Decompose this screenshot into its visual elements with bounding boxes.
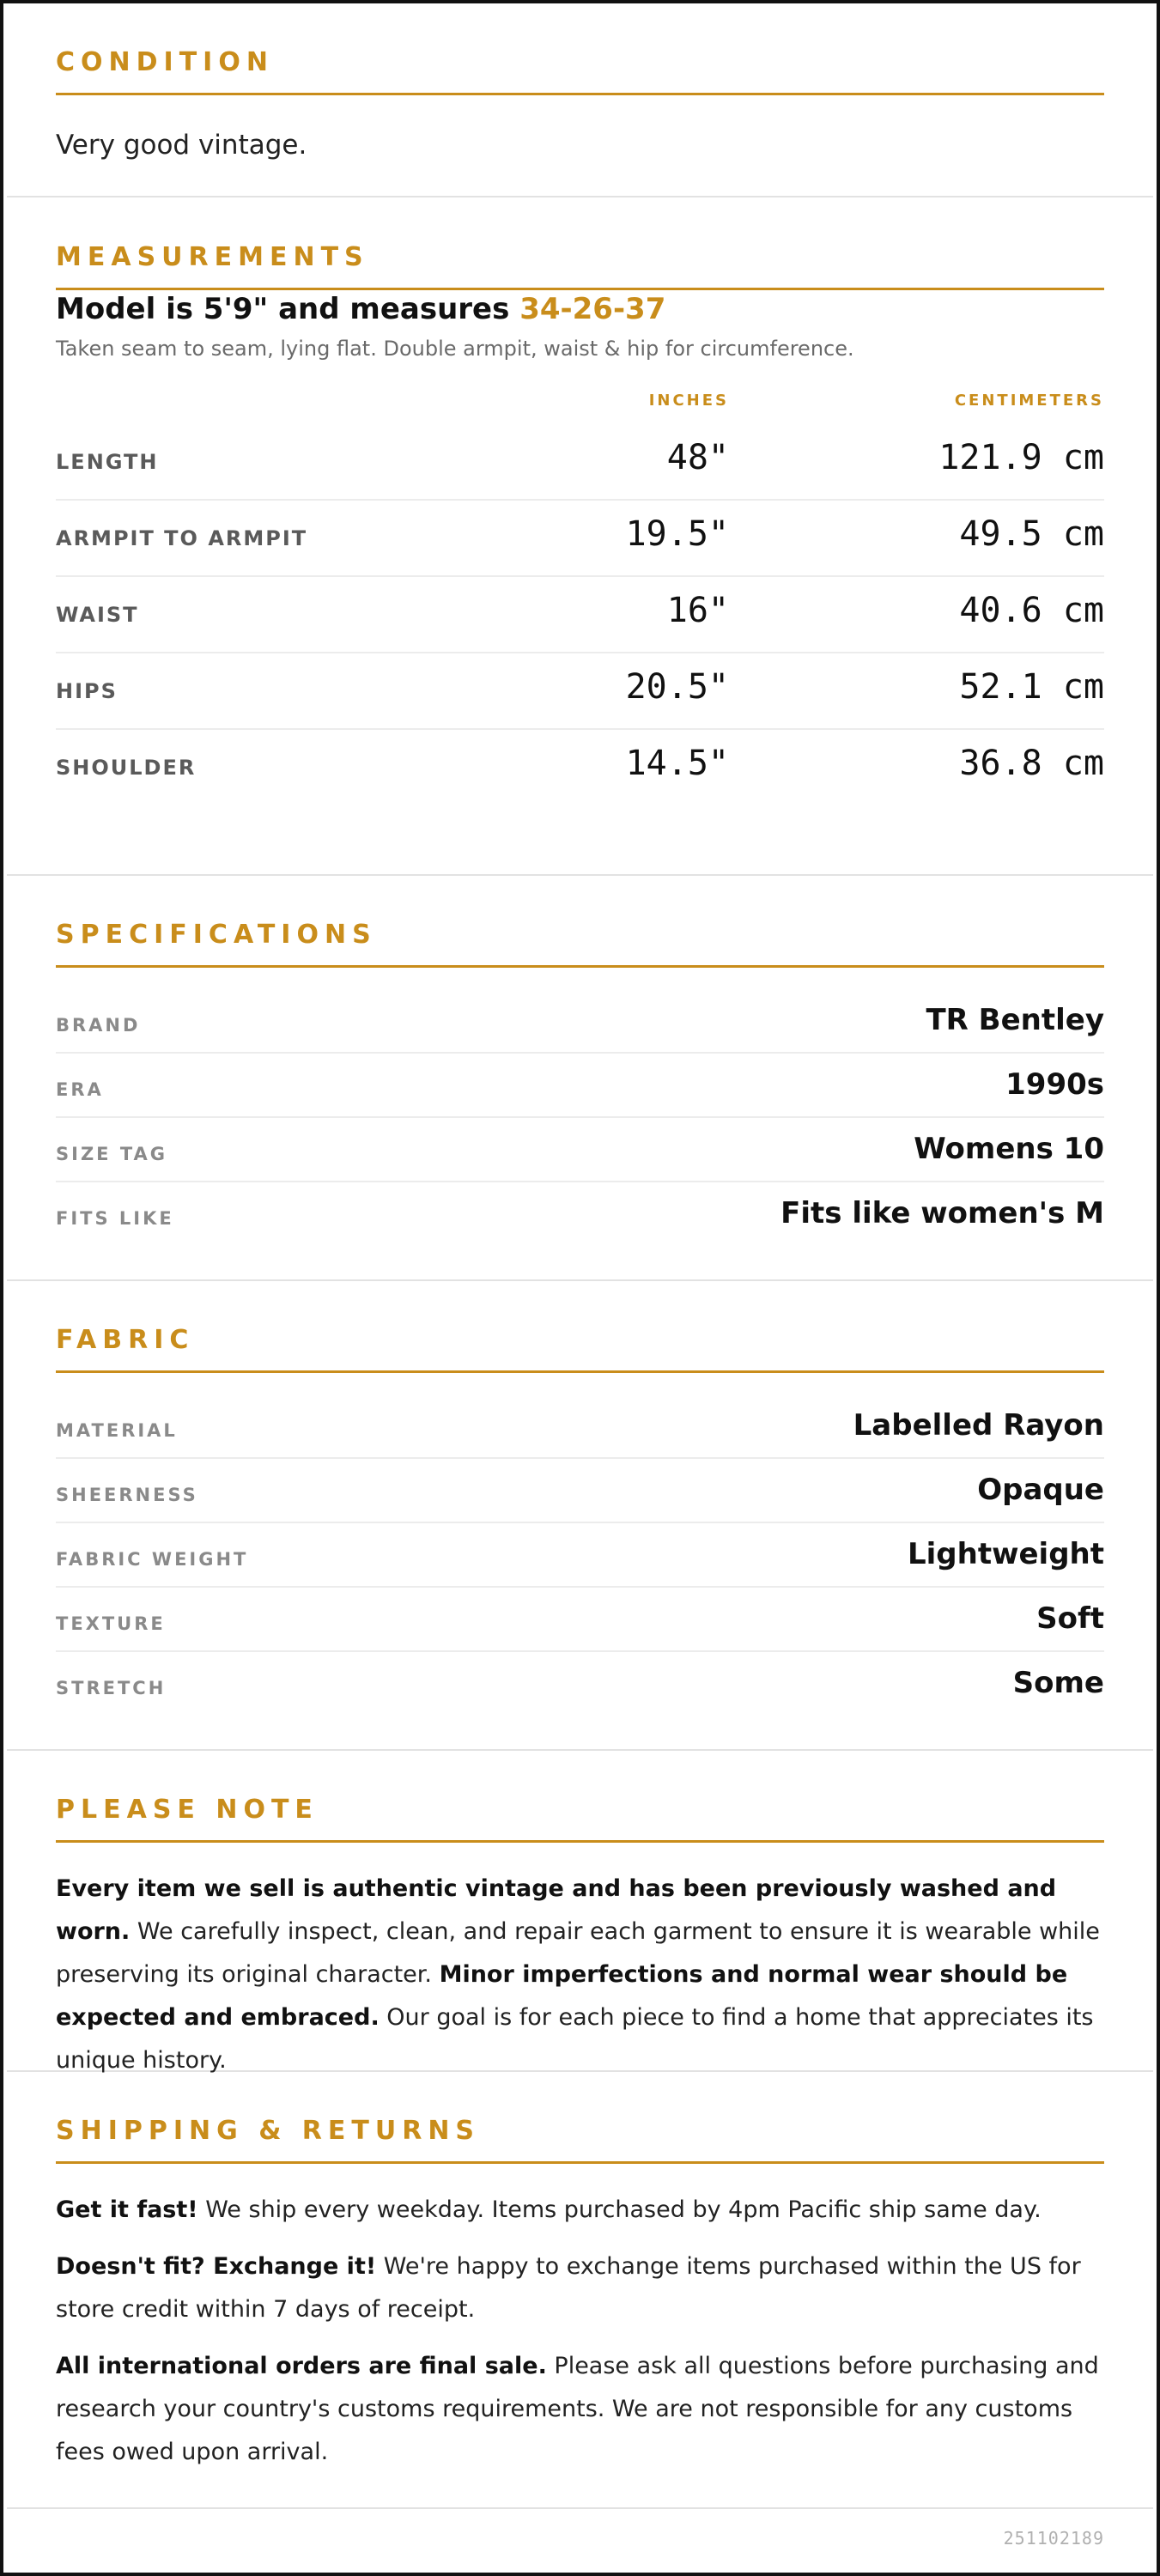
measurements-section bbox=[7, 197, 1153, 876]
please-note-text bbox=[56, 1868, 1104, 2082]
shipping-p2-bold: Doesn't fit? Exchange it! bbox=[56, 2253, 377, 2280]
please-note-bold-2: Minor imperfections and normal wear should be expected and embraced. bbox=[56, 1961, 1068, 2031]
model-measures-line bbox=[56, 290, 665, 328]
measurement-cm: 40.6 cm bbox=[959, 591, 1104, 630]
shipping-p1-bold: Get it fast! bbox=[56, 2196, 198, 2223]
measurement-label: SHOULDER bbox=[56, 756, 197, 780]
shipping-section bbox=[7, 2072, 1153, 2509]
measurement-row bbox=[56, 424, 1104, 501]
condition-text: Very good vintage. bbox=[56, 130, 307, 161]
fabric-value: Opaque bbox=[977, 1473, 1104, 1507]
measurement-row bbox=[56, 577, 1104, 653]
please-note-text-2: Our goal is for each piece to find a home that appreciates its unique history. bbox=[56, 2004, 1094, 2074]
fabric-label: FABRIC WEIGHT bbox=[56, 1549, 249, 1570]
fabric-value: Some bbox=[1012, 1666, 1104, 1700]
spec-label: SIZE TAG bbox=[56, 1144, 168, 1164]
shipping-paragraph-2 bbox=[56, 2245, 1104, 2331]
measurement-cm: 121.9 cm bbox=[938, 438, 1104, 477]
specifications-section bbox=[7, 876, 1153, 1281]
fabric-label: MATERIAL bbox=[56, 1420, 178, 1441]
spec-row bbox=[56, 989, 1104, 1054]
shipping-p1-text: We ship every weekday. Items purchased by 4pm Pacific ship same day. bbox=[197, 2196, 1042, 2223]
product-id: 251102189 bbox=[1003, 2528, 1104, 2549]
please-note-bold-1: Every item we sell is authentic vintage and has been previously washed and worn. bbox=[56, 1875, 1057, 1945]
please-note-text-1: We carefully inspect, clean, and repair each garment to ensure it is wearable while preserving its original character. bbox=[56, 1918, 1100, 1988]
shipping-p2-text: We're happy to exchange items purchased within the US for store credit within 7 days of receipt. bbox=[56, 2253, 1081, 2323]
please-note-section bbox=[7, 1751, 1153, 2072]
measurement-note: Taken seam to seam, lying flat. Double armpit, waist & hip for circumference. bbox=[56, 337, 854, 361]
measurement-inches: 20.5" bbox=[625, 667, 729, 707]
spec-value: Fits like women's M bbox=[780, 1196, 1104, 1230]
measurement-row bbox=[56, 501, 1104, 577]
fabric-value: Labelled Rayon bbox=[853, 1408, 1104, 1443]
spec-row bbox=[56, 1118, 1104, 1182]
fabric-title: FABRIC bbox=[56, 1324, 1104, 1373]
please-note-title: PLEASE NOTE bbox=[56, 1794, 1104, 1843]
fabric-row bbox=[56, 1394, 1104, 1459]
spec-value: TR Bentley bbox=[926, 1003, 1104, 1037]
spec-value: Womens 10 bbox=[914, 1132, 1104, 1166]
measurement-label: ARMPIT TO ARMPIT bbox=[56, 526, 308, 550]
spec-value: 1990s bbox=[1005, 1067, 1104, 1102]
inches-column-header: INCHES bbox=[648, 392, 729, 410]
measurement-inches: 48" bbox=[666, 438, 729, 477]
spec-label: ERA bbox=[56, 1079, 104, 1100]
fabric-section bbox=[7, 1281, 1153, 1751]
shipping-p3-bold: All international orders are final sale. bbox=[56, 2353, 547, 2379]
measurements-title: MEASUREMENTS bbox=[56, 241, 1104, 290]
measurement-label: LENGTH bbox=[56, 450, 159, 474]
shipping-title: SHIPPING & RETURNS bbox=[56, 2115, 1104, 2164]
fabric-row bbox=[56, 1588, 1104, 1652]
shipping-paragraph-1 bbox=[56, 2189, 1104, 2232]
measurement-cm: 52.1 cm bbox=[959, 667, 1104, 707]
measurement-inches: 16" bbox=[666, 591, 729, 630]
spec-label: BRAND bbox=[56, 1015, 141, 1036]
spec-row bbox=[56, 1182, 1104, 1247]
measurement-row bbox=[56, 730, 1104, 806]
fabric-row bbox=[56, 1652, 1104, 1716]
fabric-label: SHEERNESS bbox=[56, 1485, 198, 1505]
model-measures-value: 34-26-37 bbox=[519, 292, 666, 326]
measurement-label: WAIST bbox=[56, 603, 139, 627]
fabric-label: STRETCH bbox=[56, 1678, 167, 1698]
fabric-label: TEXTURE bbox=[56, 1613, 166, 1634]
specifications-title: SPECIFICATIONS bbox=[56, 919, 1104, 968]
measurement-cm: 36.8 cm bbox=[959, 744, 1104, 783]
spec-row bbox=[56, 1054, 1104, 1118]
measurement-inches: 19.5" bbox=[625, 514, 729, 554]
model-measures-prefix: Model is 5'9" and measures bbox=[56, 292, 510, 326]
fabric-row bbox=[56, 1459, 1104, 1523]
shipping-paragraph-3 bbox=[56, 2345, 1104, 2474]
fabric-value: Soft bbox=[1036, 1601, 1104, 1636]
measurement-row bbox=[56, 653, 1104, 730]
fabric-row bbox=[56, 1523, 1104, 1588]
measurement-label: HIPS bbox=[56, 679, 118, 703]
centimeters-column-header: CENTIMETERS bbox=[954, 392, 1104, 410]
spec-label: FITS LIKE bbox=[56, 1208, 174, 1229]
shipping-p3-text: Please ask all questions before purchasing and research your country's customs requirements. We are not responsible for any customs fees owed upon arrival. bbox=[56, 2353, 1099, 2465]
condition-title: CONDITION bbox=[56, 46, 1104, 95]
measurement-cm: 49.5 cm bbox=[959, 514, 1104, 554]
measurement-inches: 14.5" bbox=[625, 744, 729, 783]
condition-section bbox=[7, 3, 1153, 197]
fabric-value: Lightweight bbox=[907, 1537, 1104, 1571]
